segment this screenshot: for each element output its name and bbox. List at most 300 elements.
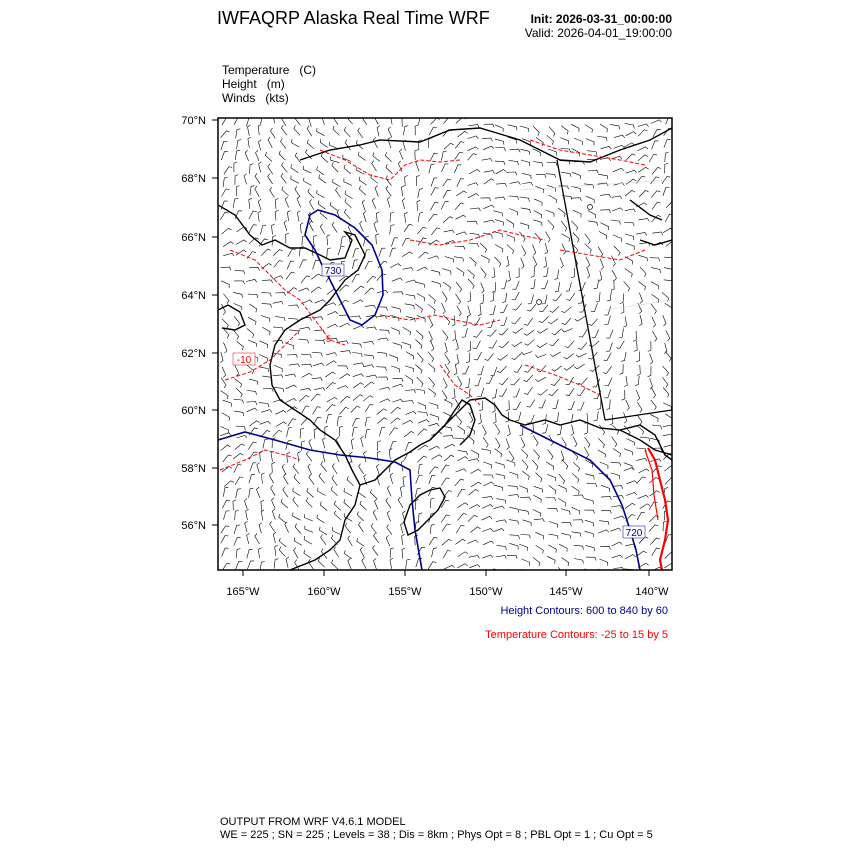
- wind-barb: [612, 208, 623, 211]
- wind-barb: [533, 256, 537, 267]
- wind-barb: [585, 531, 594, 537]
- wind-barb: [320, 502, 327, 511]
- wind-barb: [491, 367, 497, 376]
- wind-barb: [626, 179, 636, 184]
- wind-barb: [341, 236, 346, 246]
- wind-barb: [248, 340, 256, 347]
- wind-barb: [444, 230, 455, 233]
- wind-barb: [326, 361, 336, 366]
- wind-barb: [521, 208, 531, 213]
- wind-barb: [445, 343, 448, 354]
- wind-barb: [246, 509, 249, 520]
- wind-barb: [545, 243, 548, 254]
- wind-barb: [418, 402, 426, 409]
- wind-barb: [585, 437, 590, 447]
- wind-barb: [636, 390, 639, 401]
- wind-barb: [351, 439, 354, 450]
- wind-barb: [428, 388, 435, 397]
- wind-barb: [624, 449, 633, 456]
- wind-barb: [352, 353, 362, 357]
- wind-barb: [405, 175, 408, 186]
- wind-barb: [599, 521, 609, 525]
- wind-barb: [507, 172, 517, 175]
- wind-barb: [293, 488, 301, 496]
- wind-barb: [344, 499, 351, 508]
- wind-barb: [248, 442, 256, 450]
- wind-barb: [574, 138, 582, 145]
- wind-barb: [323, 438, 326, 449]
- wind-barb: [561, 522, 571, 526]
- wind-barb: [273, 430, 282, 437]
- field-temperature-name: Temperature: [222, 63, 290, 77]
- wind-barb: [507, 271, 510, 282]
- coastline-north: [300, 128, 672, 162]
- wind-barb: [429, 164, 435, 173]
- wind-barb: [585, 244, 592, 253]
- wind-barb: [388, 137, 391, 148]
- wind-barb: [605, 378, 612, 386]
- wind-barb: [469, 505, 480, 509]
- wind-barb: [624, 463, 633, 470]
- wind-barb: [588, 221, 598, 226]
- wind-barb: [366, 327, 377, 330]
- wind-barb: [481, 449, 491, 454]
- wind-barb: [535, 532, 543, 539]
- wind-barb: [603, 353, 611, 361]
- wind-barb: [309, 221, 313, 232]
- wind-barb: [545, 498, 555, 501]
- wind-barb: [327, 248, 331, 258]
- wind-barb: [250, 463, 257, 472]
- wind-barb: [236, 489, 242, 498]
- wind-barb: [268, 174, 273, 184]
- wind-barb: [513, 389, 520, 397]
- wind-barb: [376, 367, 386, 371]
- wind-barb: [468, 515, 478, 521]
- wind-barb: [359, 177, 366, 185]
- wind-barb: [250, 186, 255, 196]
- wind-barb: [405, 411, 416, 414]
- wind-barb: [521, 258, 524, 269]
- wind-barb: [664, 466, 674, 472]
- wind-barb: [391, 238, 397, 247]
- wind-barb: [308, 189, 314, 199]
- wind-barb: [473, 341, 481, 349]
- wind-barb: [650, 354, 653, 365]
- wind-barb: [588, 210, 596, 218]
- wind-barb: [387, 486, 391, 497]
- wind-barb: [221, 281, 229, 288]
- wind-barb: [614, 246, 620, 256]
- wind-barb: [652, 331, 657, 342]
- wind-barb: [291, 164, 299, 173]
- wind-barb: [469, 243, 479, 247]
- wind-barb: [295, 153, 301, 163]
- wind-barb: [340, 407, 349, 414]
- wind-barb: [313, 363, 324, 366]
- wind-barb: [300, 428, 304, 438]
- wind-barb: [263, 388, 273, 391]
- wind-barb: [418, 213, 423, 223]
- wind-barb: [261, 500, 264, 511]
- wind-barb: [340, 351, 351, 354]
- wind-barb: [403, 268, 414, 271]
- wind-barb: [522, 471, 529, 480]
- wind-barb: [520, 149, 529, 155]
- wind-barb: [452, 388, 455, 399]
- wind-barb: [456, 294, 461, 304]
- wind-barb: [499, 328, 508, 335]
- wind-barb: [539, 305, 548, 312]
- wind-barb: [652, 202, 661, 209]
- wind-barb: [234, 538, 241, 546]
- wind-barb: [289, 364, 300, 367]
- wind-barb: [626, 400, 630, 411]
- wind-barb: [307, 488, 314, 497]
- wind-barb: [469, 555, 480, 558]
- wind-barb: [650, 258, 660, 262]
- wind-barb: [221, 536, 229, 544]
- wind-barb: [481, 283, 484, 294]
- wind-barb: [625, 123, 635, 128]
- wind-barb: [566, 377, 574, 385]
- wind-barb: [222, 319, 228, 329]
- wind-barb: [578, 342, 587, 349]
- wind-barb: [363, 396, 373, 402]
- wind-barb: [330, 202, 337, 211]
- wind-barb: [652, 294, 659, 303]
- wind-barb: [235, 510, 239, 520]
- wind-barb: [637, 147, 648, 151]
- wind-barb: [370, 489, 377, 498]
- wind-barb: [510, 535, 520, 539]
- station-marker: [588, 205, 593, 210]
- wind-barb: [572, 486, 580, 494]
- wind-barb: [365, 305, 376, 308]
- wind-barb: [597, 137, 607, 141]
- wind-barb: [220, 352, 223, 363]
- wind-barb: [455, 152, 464, 159]
- wind-barb: [246, 279, 257, 282]
- wind-barb: [308, 464, 312, 475]
- wind-barb: [272, 509, 275, 520]
- wind-barb: [458, 552, 468, 557]
- wind-barb: [223, 177, 228, 187]
- wind-barb: [648, 366, 651, 376]
- wind-barb: [457, 457, 468, 461]
- field-winds-name: Winds: [222, 91, 256, 105]
- wind-barb: [665, 552, 675, 558]
- wind-barb: [573, 495, 584, 498]
- wind-barb: [345, 523, 351, 533]
- wind-barb: [386, 164, 393, 173]
- wind-barb: [648, 341, 651, 351]
- wind-barb: [547, 162, 557, 165]
- wind-barb: [625, 190, 635, 196]
- wind-barb: [365, 417, 370, 426]
- lon-label-150: 150°W: [469, 586, 503, 598]
- coastline-cook-inlet: [430, 400, 475, 445]
- wind-barb: [286, 233, 289, 243]
- wind-barb: [468, 279, 474, 289]
- wind-barb: [520, 535, 530, 539]
- wind-barb: [419, 115, 424, 125]
- wind-barb: [418, 420, 429, 424]
- wind-barb: [304, 536, 312, 544]
- wind-barb: [482, 505, 493, 509]
- wind-barb: [314, 388, 325, 391]
- wind-barb: [531, 279, 536, 289]
- wind-barb: [442, 291, 447, 301]
- wind-barb: [445, 257, 454, 263]
- wind-barb: [417, 293, 425, 301]
- wind-barb: [652, 317, 656, 328]
- wind-barb: [261, 316, 270, 322]
- wind-barb: [246, 118, 252, 127]
- wind-barb: [549, 195, 557, 203]
- wind-barb: [363, 342, 374, 345]
- wind-barb: [332, 527, 340, 534]
- temp-label-minus5: -5: [322, 334, 332, 344]
- wind-barb: [509, 472, 518, 479]
- wind-barb: [401, 523, 404, 534]
- wind-barb: [386, 176, 392, 186]
- wind-barb: [389, 428, 398, 435]
- wind-barb: [522, 245, 526, 256]
- wind-barb: [469, 565, 480, 568]
- wind-barb: [546, 210, 554, 217]
- wind-barb: [604, 389, 611, 398]
- wind-barb: [564, 354, 574, 359]
- wind-barb: [417, 377, 423, 387]
- wind-barb: [418, 429, 428, 435]
- wind-barb: [650, 491, 660, 496]
- wind-barb: [496, 474, 505, 479]
- wind-barb: [362, 114, 367, 124]
- wind-barb: [492, 389, 497, 399]
- wind-barb: [601, 497, 611, 500]
- wind-barb: [527, 304, 536, 311]
- wind-barb: [416, 282, 425, 288]
- wind-barb: [546, 174, 556, 178]
- wind-barb: [391, 328, 399, 335]
- wind-barb: [574, 545, 584, 549]
- wind-barb: [344, 165, 351, 174]
- wind-barb: [537, 343, 548, 348]
- wind-barb: [576, 353, 587, 357]
- wind-barb: [533, 126, 539, 136]
- map-title: IWFAQRP Alaska Real Time WRF: [217, 8, 490, 28]
- wind-barb: [527, 415, 534, 423]
- wind-barb: [223, 400, 232, 406]
- wind-barb: [352, 427, 357, 436]
- wind-barb: [444, 315, 450, 325]
- wind-barb: [393, 379, 403, 382]
- wind-barb: [467, 183, 478, 186]
- wind-barb: [287, 428, 293, 437]
- lat-label-60: 60°N: [181, 405, 206, 417]
- wind-barb: [638, 281, 645, 290]
- wind-barb: [429, 446, 440, 450]
- wind-barb: [321, 153, 328, 162]
- wind-barb: [520, 126, 529, 132]
- wind-barb: [441, 151, 446, 160]
- wind-barb: [625, 234, 634, 240]
- coastline-peninsula: [360, 398, 672, 485]
- wind-barb: [572, 507, 580, 514]
- wind-barb: [455, 479, 464, 486]
- wind-barb: [571, 268, 575, 278]
- wind-barb: [317, 190, 325, 198]
- wind-barb: [495, 197, 506, 200]
- wind-barb: [441, 201, 449, 209]
- wind-barb: [295, 186, 300, 196]
- wind-barb: [633, 331, 636, 341]
- wind-barb: [237, 140, 242, 150]
- wind-barb: [573, 462, 580, 471]
- wind-barb: [235, 444, 245, 450]
- wind-barb: [509, 495, 520, 498]
- wind-barb: [379, 387, 390, 390]
- wind-barb: [454, 364, 457, 375]
- wind-barb: [221, 189, 229, 197]
- wind-barb: [428, 352, 434, 362]
- wind-barb: [334, 547, 339, 557]
- wind-barb: [496, 499, 506, 504]
- wind-barb: [562, 329, 573, 333]
- wind-barb: [497, 545, 507, 550]
- wind-barb: [262, 327, 270, 335]
- wind-barb: [428, 423, 439, 426]
- wind-barb: [416, 160, 419, 171]
- wind-barb: [288, 305, 298, 308]
- wind-barb: [598, 438, 604, 448]
- lat-label-70: 70°N: [181, 115, 206, 127]
- wind-barb: [301, 441, 305, 451]
- wind-barb: [345, 191, 353, 199]
- wind-barb: [571, 532, 581, 537]
- wind-barb: [386, 535, 390, 546]
- wind-barb: [443, 330, 448, 340]
- wind-barb: [652, 425, 662, 429]
- wind-barb: [558, 567, 563, 577]
- wind-barb: [304, 514, 312, 521]
- wind-barb: [245, 150, 248, 161]
- wind-barb: [318, 558, 325, 568]
- wind-barb: [568, 401, 575, 409]
- field-height-unit: (m): [266, 77, 285, 91]
- wind-barb: [442, 164, 449, 172]
- wind-barb: [471, 450, 479, 458]
- wind-barb: [352, 260, 357, 269]
- wind-barb: [284, 220, 287, 231]
- wind-barb: [649, 525, 658, 532]
- wind-barb: [272, 498, 275, 509]
- wind-barb: [334, 511, 341, 520]
- wind-barb: [332, 476, 337, 486]
- wind-barb: [487, 330, 496, 337]
- wind-barb: [442, 390, 447, 400]
- wind-barb: [458, 503, 468, 508]
- wind-barb: [467, 221, 477, 224]
- wind-barb: [223, 328, 229, 338]
- wind-barb: [249, 304, 257, 312]
- wind-barb: [431, 228, 440, 235]
- wind-barb: [305, 526, 313, 533]
- model-info-line1: OUTPUT FROM WRF V4.6.1 MODEL: [220, 816, 406, 828]
- wind-barb: [431, 455, 442, 460]
- wind-barb: [509, 507, 518, 513]
- field-winds-unit: (kts): [265, 91, 289, 105]
- wind-barb: [275, 292, 285, 295]
- wind-barb: [482, 159, 493, 162]
- wind-barb: [221, 391, 229, 399]
- wind-barb: [509, 520, 519, 525]
- wind-barb: [536, 473, 542, 483]
- wind-barb: [339, 323, 350, 327]
- wind-barb: [378, 441, 381, 451]
- wind-barb: [662, 377, 667, 387]
- wind-barb: [481, 255, 489, 263]
- wind-barb: [373, 152, 380, 161]
- wind-barb: [483, 541, 494, 545]
- wind-barb: [586, 557, 596, 560]
- wind-barb: [443, 436, 453, 439]
- wind-barb: [542, 424, 548, 433]
- wind-barb: [255, 173, 260, 183]
- wind-barb: [353, 374, 364, 377]
- wind-barb: [259, 162, 262, 173]
- wind-barb: [275, 198, 278, 209]
- wind-barb: [378, 338, 389, 341]
- wind-barb: [417, 200, 420, 211]
- wind-barb: [377, 418, 387, 424]
- wind-barb: [611, 280, 614, 290]
- wind-barb: [649, 478, 659, 484]
- wind-barb: [626, 481, 637, 484]
- wind-barb: [247, 391, 257, 395]
- wind-barb: [625, 555, 636, 559]
- wind-barb: [538, 389, 548, 395]
- wind-barb: [522, 460, 528, 470]
- wind-barb: [651, 177, 660, 184]
- wind-barb: [429, 467, 438, 474]
- wind-barb: [282, 162, 288, 172]
- wind-barb: [379, 330, 389, 334]
- wind-barb: [418, 412, 428, 416]
- wind-barb: [288, 249, 296, 257]
- wind-barb: [392, 399, 403, 402]
- wind-barb: [319, 473, 325, 483]
- wind-barb: [639, 190, 648, 197]
- wind-barb: [222, 228, 232, 234]
- wind-barb: [224, 167, 232, 175]
- wind-barb: [636, 233, 647, 236]
- wind-barb: [557, 425, 562, 435]
- wind-barb: [566, 293, 575, 300]
- wind-barb: [344, 209, 350, 219]
- wind-barb: [507, 245, 514, 254]
- wind-barb: [393, 292, 403, 295]
- wind-barb: [600, 546, 610, 549]
- wind-barb: [256, 150, 260, 161]
- wind-barb: [514, 365, 522, 373]
- wind-barb: [260, 421, 271, 424]
- wind-barb: [330, 142, 338, 149]
- wind-barb: [442, 303, 446, 314]
- wind-barb: [533, 436, 538, 446]
- wind-barb: [639, 315, 642, 326]
